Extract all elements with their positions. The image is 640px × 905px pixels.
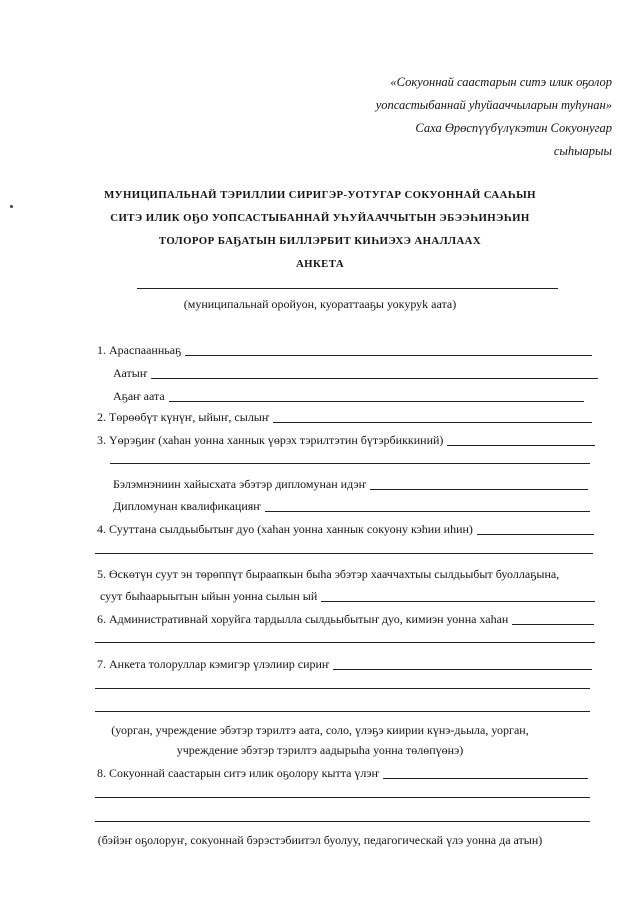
diploma-qualification-row[interactable] bbox=[113, 499, 590, 514]
workplace-row[interactable] bbox=[97, 657, 592, 672]
diploma-specialty-label: Бэлэмнэниин хайысхата эбэтэр дипломунан идэҥ bbox=[113, 477, 367, 491]
scan-speck bbox=[10, 205, 13, 208]
org-caption-2: учреждение эбэтэр тэрилтэ аадырыһа уонна төлөпүөнэ) bbox=[176, 743, 464, 757]
title-line-3: ТОЛОРОР БАҔАТЫН БИЛЛЭРБИТ КИҺИЭХЭ АНАЛЛААХ bbox=[158, 235, 482, 247]
education-label: 3. Үөрэҕиҥ (хаһан уонна ханнык үөрэх тэрилтэтин бүтэрбиккиний) bbox=[97, 433, 444, 447]
workplace-line-3[interactable] bbox=[95, 711, 590, 712]
municipality-field[interactable] bbox=[137, 288, 558, 289]
diploma-specialty-line[interactable] bbox=[370, 479, 588, 490]
birth-label: 2. Төрөөбүт күнүҥ, ыйыҥ, сылыҥ bbox=[97, 410, 270, 424]
court-line[interactable] bbox=[477, 524, 594, 535]
name-label: Аатыҥ bbox=[113, 366, 148, 380]
parental-rights-label: 5. Өскөтүн суут эн төрөппүт быраапкын быһа эбэтэр хааччахтыы сылдьыбыт буоллаҕына, bbox=[97, 567, 560, 581]
experience-line[interactable] bbox=[383, 768, 588, 779]
birth-line[interactable] bbox=[273, 412, 592, 423]
court-decision-line[interactable] bbox=[321, 591, 595, 602]
experience-row[interactable] bbox=[97, 766, 588, 781]
education-row[interactable] bbox=[97, 433, 595, 448]
patronymic-line[interactable] bbox=[169, 391, 584, 402]
header-line-3: Саха Өрөспүүбүлүкэтин Сокуонугар bbox=[415, 121, 612, 135]
header-line-4: сыһыарыы bbox=[553, 144, 612, 158]
experience-line-3[interactable] bbox=[95, 821, 590, 822]
patronymic-label: Аҕаҥ аата bbox=[113, 389, 165, 403]
municipality-caption: (муниципальнай оройуон, куораттааҕы уокуруk аата) bbox=[183, 297, 457, 311]
birth-row[interactable] bbox=[97, 410, 592, 425]
header-line-1: «Сокуоннай саастарын ситэ илик оҕолор bbox=[390, 75, 612, 89]
court-label: 4. Сууттана сылдьыбытыҥ дуо (хаһан уонна ханнык сокуону кэһии иһин) bbox=[97, 522, 473, 536]
form-title: АНКЕТА bbox=[295, 258, 345, 270]
court-decision-row[interactable] bbox=[100, 589, 595, 604]
admin-label: 6. Административнай хоруйга тардылла сылдьыбытыҥ дуо, кимиэн уонна хаһан bbox=[97, 612, 509, 626]
experience-caption: (бэйэҥ оҕолоруҥ, сокуоннай бэрэстэбиитэл буолуу, педагогическай үлэ уонна да атын) bbox=[97, 833, 543, 847]
workplace-line-2[interactable] bbox=[95, 688, 590, 689]
name-line[interactable] bbox=[151, 368, 598, 379]
header-line-2: уопсастыбаннай уһуйааччыларын туһунан» bbox=[375, 98, 612, 112]
court-decision-label: суут быһаарыытын ыйын уонна сылын ый bbox=[100, 589, 318, 603]
patronymic-row[interactable] bbox=[113, 389, 584, 404]
org-caption-1: (уорган, учреждение эбэтэр тэрилтэ аата, солo, үлэҕэ киирии күнэ-дьыла, уорган, bbox=[111, 723, 529, 737]
admin-row[interactable] bbox=[97, 612, 594, 627]
experience-line-2[interactable] bbox=[95, 797, 590, 798]
diploma-specialty-row[interactable] bbox=[113, 477, 588, 492]
education-line-2[interactable] bbox=[110, 463, 590, 464]
experience-label: 8. Сокуоннай саастарын ситэ илик оҕолору кытта үлэҥ bbox=[97, 766, 380, 780]
name-row[interactable] bbox=[113, 366, 598, 381]
admin-line-2[interactable] bbox=[95, 642, 595, 643]
education-line[interactable] bbox=[447, 435, 595, 446]
workplace-label: 7. Анкета толоруллар кэмигэр үлэлиир сириҥ bbox=[97, 657, 330, 671]
surname-row[interactable] bbox=[97, 343, 592, 358]
admin-line[interactable] bbox=[512, 614, 594, 625]
title-line-1: МУНИЦИПАЛЬНАЙ ТЭРИЛЛИИ СИРИГЭР-УОТУГАР СОКУОННАЙ СААҺЫН bbox=[104, 189, 536, 201]
diploma-qualification-line[interactable] bbox=[265, 501, 590, 512]
parental-rights-row bbox=[97, 567, 597, 582]
workplace-line[interactable] bbox=[333, 659, 592, 670]
court-line-2[interactable] bbox=[95, 553, 593, 554]
surname-label: 1. Араспаанньаҕ bbox=[97, 343, 182, 357]
diploma-qualification-label: Дипломунан квалификацияҥ bbox=[113, 499, 261, 513]
court-row[interactable] bbox=[97, 522, 594, 537]
title-line-2: СИТЭ ИЛИК ОҔО УОПСАСТЫБАННАЙ УҺУЙААЧЧЫТЫН ЭБЭЭҺИНЭҺИН bbox=[110, 212, 530, 224]
surname-line[interactable] bbox=[185, 345, 592, 356]
